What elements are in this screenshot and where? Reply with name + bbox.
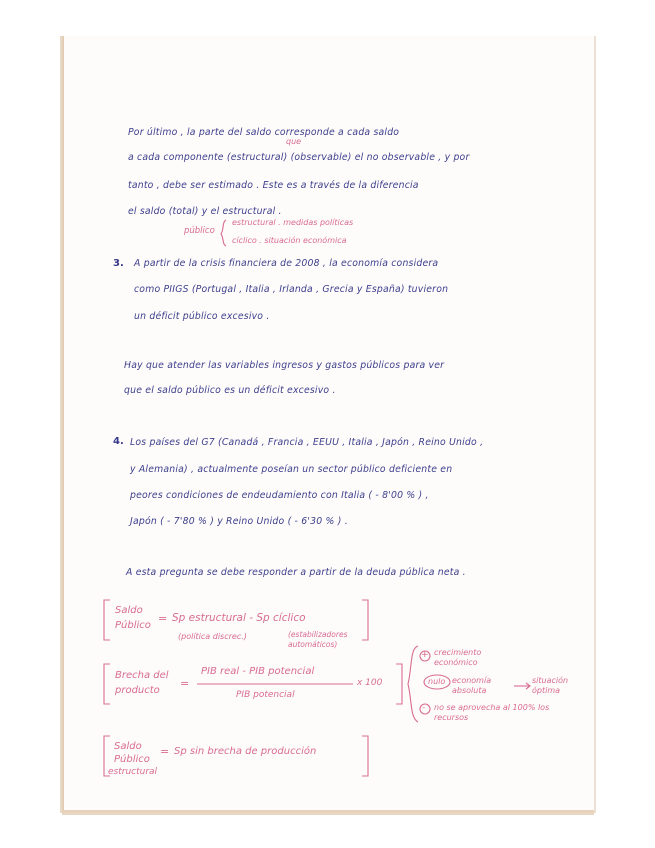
f1-equals: = [158,612,168,625]
q4-number: 4. [113,436,124,447]
para1-note-label: público [184,226,215,236]
f2-note-zero-circled: nulo [428,677,446,686]
para1-note-item1: estructural . medidas políticas [232,218,354,227]
q3-answer-line1: Hay que atender las variables ingresos y gastos públicos para ver [124,360,445,371]
f3-left-top: Saldo [114,741,142,752]
f3-right: Sp sin brecha de producción [174,746,317,757]
f2-note-arrow: situación óptima [532,676,569,695]
q3-answer-line2: que el saldo público es un déficit excesivo . [124,385,336,396]
f2-note-zero: economía absoluta [452,676,492,695]
q4-line3: peores condiciones de endeudamiento con Italia ( - 8'00 % ) , [130,490,429,501]
q3-line2: como PIIGS (Portugal , Italia , Irlanda , Grecia y España) tuvieron [134,284,449,295]
q3-line3: un déficit público excesivo . [134,311,270,322]
f2-numerator: PIB real - PIB potencial [201,666,315,677]
f2-denominator: PIB potencial [236,690,295,700]
f3-left-bottom: estructural [108,767,158,777]
f1-right: Sp estructural - Sp cíclico [172,612,306,624]
q4-line2: y Alemania) , actualmente poseían un sector público deficiente en [130,464,453,475]
para1-line1: Por último , la parte del saldo corresponde a cada saldo [128,127,400,138]
f2-note-minus: no se aprovecha al 100% los recursos [434,703,550,722]
f1-note-right: (estabilizadores automáticos) [288,630,348,649]
q4-line1: Los países del G7 (Canadá , Francia , EEUU , Italia , Japón , Reino Unido , [130,437,484,448]
q3-number: 3. [113,258,124,269]
f2-left-top: Brecha del [115,670,169,681]
f2-times: x 100 [357,678,383,688]
f3-left-mid: Público [114,754,150,765]
para1-line2: a cada componente (estructural) (observable) el no observable , y por [128,152,470,163]
f2-left-bottom: producto [115,685,160,696]
f2-note-plus-sign: + [421,650,429,660]
f2-note-plus: crecimiento económico [434,648,482,667]
f2-equals: = [180,677,190,690]
f2-note-minus-sign: - [422,703,426,713]
q4-answer: A esta pregunta se debe responder a partir de la deuda pública neta . [126,567,466,578]
para1-line3: tanto , debe ser estimado . Este es a través de la diferencia [128,180,419,191]
para1-line4: el saldo (total) y el estructural . [128,206,282,217]
q3-line1: A partir de la crisis financiera de 2008 , la economía considera [134,258,439,269]
para1-insert-above: que [286,137,302,146]
f1-note-left: (política discrec.) [178,632,247,641]
q4-line4: Japón ( - 7'80 % ) y Reino Unido ( - 6'30 % ) . [130,516,348,527]
f1-left-bottom: Público [115,620,151,631]
para1-note-item2: cíclico . situación económica [232,236,347,245]
f3-equals: = [160,745,170,758]
f1-left-top: Saldo [115,605,143,616]
